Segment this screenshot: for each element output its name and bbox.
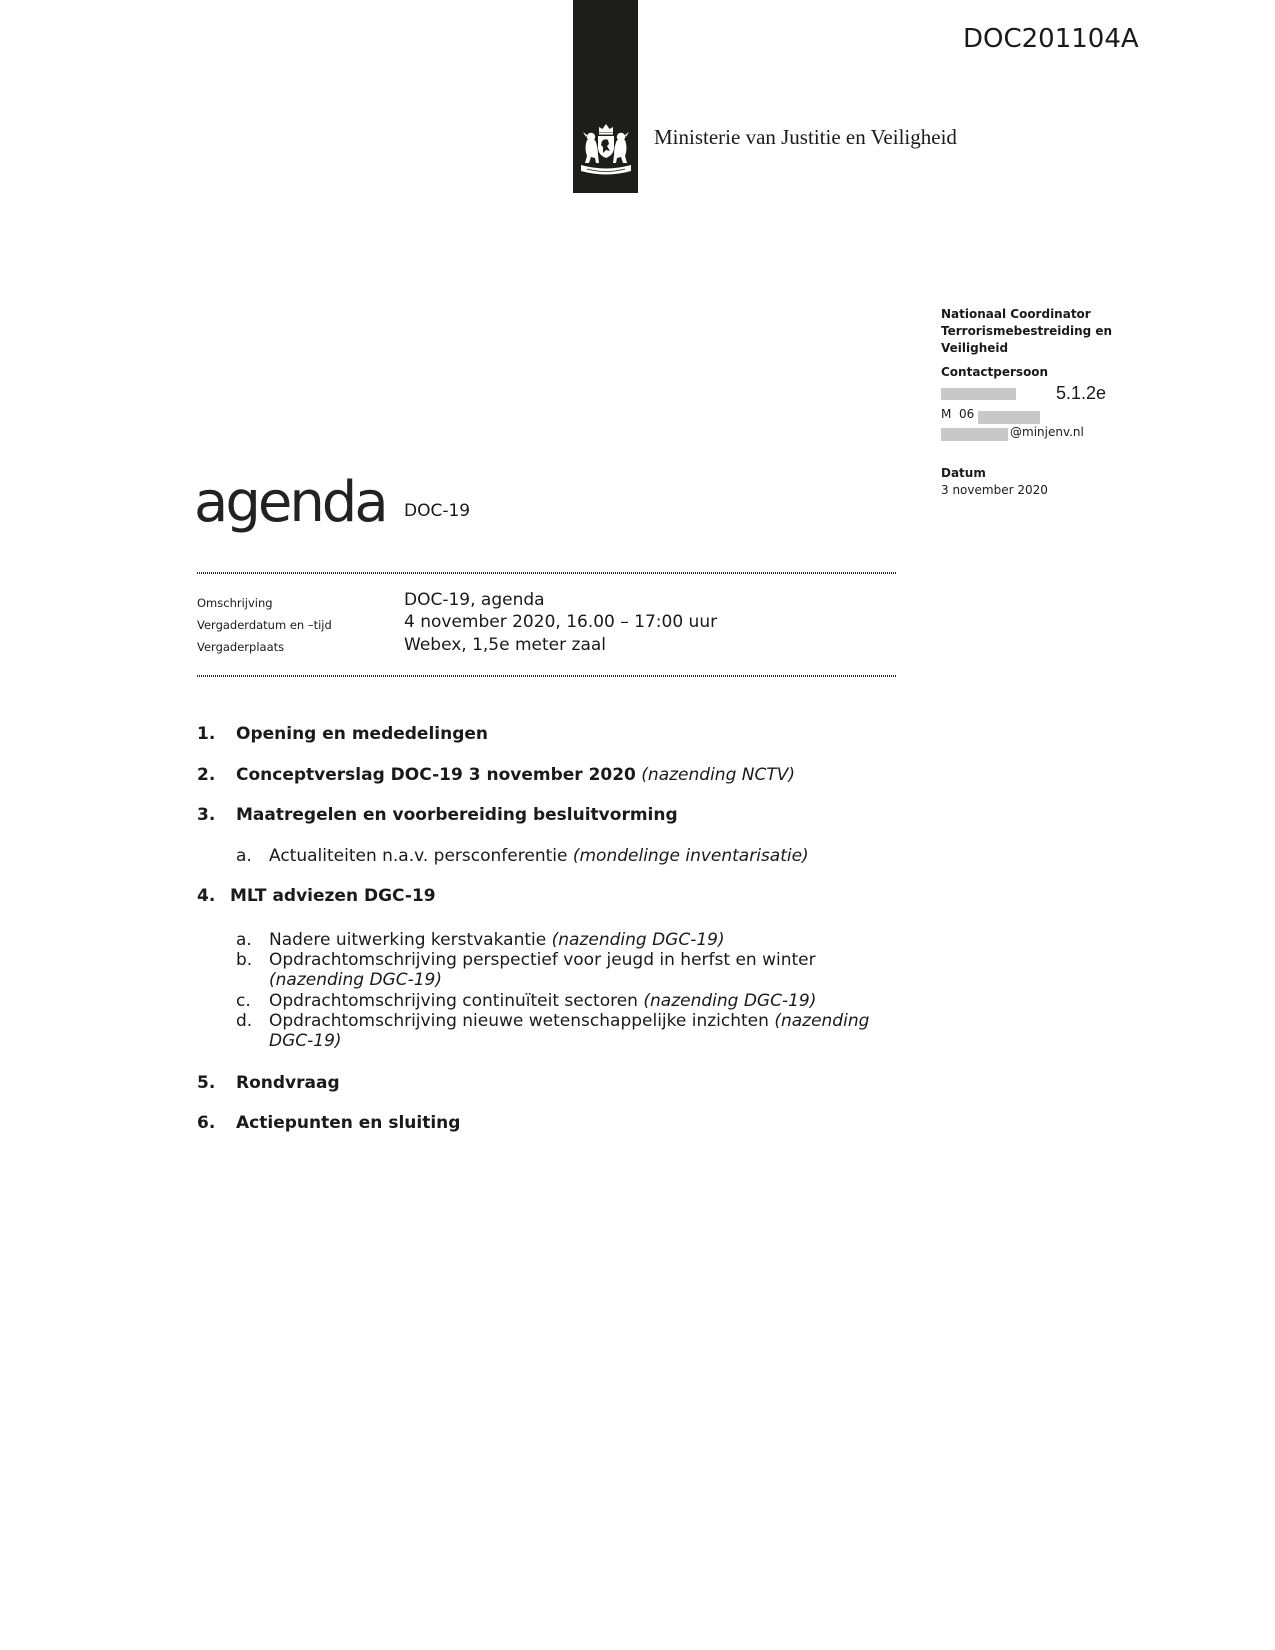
sub-item-4c <box>269 991 899 1011</box>
agenda-item-number: 4. <box>197 886 216 906</box>
ministry-name: Ministerie van Justitie en Veiligheid <box>654 125 957 149</box>
sub-item-note: (nazending DGC-19) <box>269 970 442 990</box>
sub-item-4b <box>269 950 899 990</box>
agenda-item-number: 1. <box>197 724 216 744</box>
agenda-item-number: 2. <box>197 765 216 785</box>
email-domain: @minjenv.nl <box>1010 425 1084 439</box>
meta-label-description: Omschrijving <box>197 596 273 610</box>
sub-item-4d <box>269 1011 899 1051</box>
mobile-prefix: M 06 <box>941 407 975 421</box>
organisation-line: Nationaal Coordinator <box>941 307 1091 321</box>
date-label: Datum <box>941 466 986 480</box>
divider-bottom <box>197 675 897 677</box>
sub-item-letter: a. <box>236 930 252 950</box>
title-code: DOC-19 <box>404 501 471 521</box>
organisation-line: Veiligheid <box>941 341 1009 355</box>
redaction-block-name <box>941 388 1016 400</box>
agenda-item-title: Actiepunten en sluiting <box>236 1113 461 1133</box>
sub-item-note: (nazending DGC-19) <box>551 930 725 950</box>
agenda-item-number: 5. <box>197 1073 216 1093</box>
agenda-item-4 <box>230 886 436 906</box>
sub-item-3a <box>269 846 899 866</box>
date-value: 3 november 2020 <box>941 483 1048 497</box>
sub-item-note: (nazending DGC-19) <box>269 1011 870 1051</box>
organisation-name <box>941 306 1112 357</box>
sub-item-note: (nazending DGC-19) <box>643 991 817 1011</box>
document-id: DOC201104A <box>963 24 1139 54</box>
sub-item-letter: c. <box>236 991 251 1011</box>
sub-item-4a <box>269 930 899 950</box>
sub-item-text: Opdrachtomschrijving perspectief voor jeugd in herfst en winter <box>269 950 816 970</box>
redaction-block-email <box>941 428 1008 441</box>
agenda-item-3 <box>236 805 678 825</box>
sub-item-note: (mondelinge inventarisatie) <box>572 846 809 866</box>
meta-value-description: DOC-19, agenda <box>404 590 545 610</box>
meta-label-location: Vergaderplaats <box>197 640 285 654</box>
organisation-line: Terrorismebestreiding en <box>941 324 1113 338</box>
agenda-item-title: Conceptverslag DOC-19 3 november 2020 <box>236 765 636 785</box>
sub-item-letter: d. <box>236 1011 253 1031</box>
sub-item-text: Actualiteiten n.a.v. persconferentie <box>269 846 568 866</box>
divider-top <box>197 572 897 574</box>
agenda-item-title: Rondvraag <box>236 1073 340 1093</box>
agenda-item-title: MLT adviezen DGC-19 <box>230 886 436 906</box>
agenda-item-title: Opening en mededelingen <box>236 724 489 744</box>
agenda-item-1 <box>236 724 488 744</box>
sub-item-text: Opdrachtomschrijving continuïteit sectoren <box>269 991 638 1011</box>
sub-item-text: Opdrachtomschrijving nieuwe wetenschappelijke inzichten <box>269 1011 769 1031</box>
agenda-item-number: 3. <box>197 805 216 825</box>
redaction-code: 5.1.2e <box>1056 383 1107 403</box>
sub-item-text: Nadere uitwerking kerstvakantie <box>269 930 547 950</box>
agenda-item-note: (nazending NCTV) <box>641 765 795 785</box>
redaction-block-phone <box>978 411 1040 424</box>
meta-value-location: Webex, 1,5e meter zaal <box>404 635 607 655</box>
agenda-item-2 <box>236 765 795 785</box>
page-title: agenda <box>194 470 386 535</box>
meta-label-datetime: Vergaderdatum en –tijd <box>197 618 332 632</box>
agenda-item-number: 6. <box>197 1113 216 1133</box>
sub-item-letter: a. <box>236 846 252 866</box>
agenda-item-title: Maatregelen en voorbereiding besluitvorming <box>236 805 678 825</box>
logo-bar <box>573 0 638 193</box>
meta-value-datetime: 4 november 2020, 16.00 – 17:00 uur <box>404 612 718 632</box>
sub-item-letter: b. <box>236 950 253 970</box>
agenda-item-6 <box>236 1113 460 1133</box>
rijkswapen-icon <box>578 122 634 178</box>
agenda-item-5 <box>236 1073 340 1093</box>
contact-label: Contactpersoon <box>941 365 1049 379</box>
